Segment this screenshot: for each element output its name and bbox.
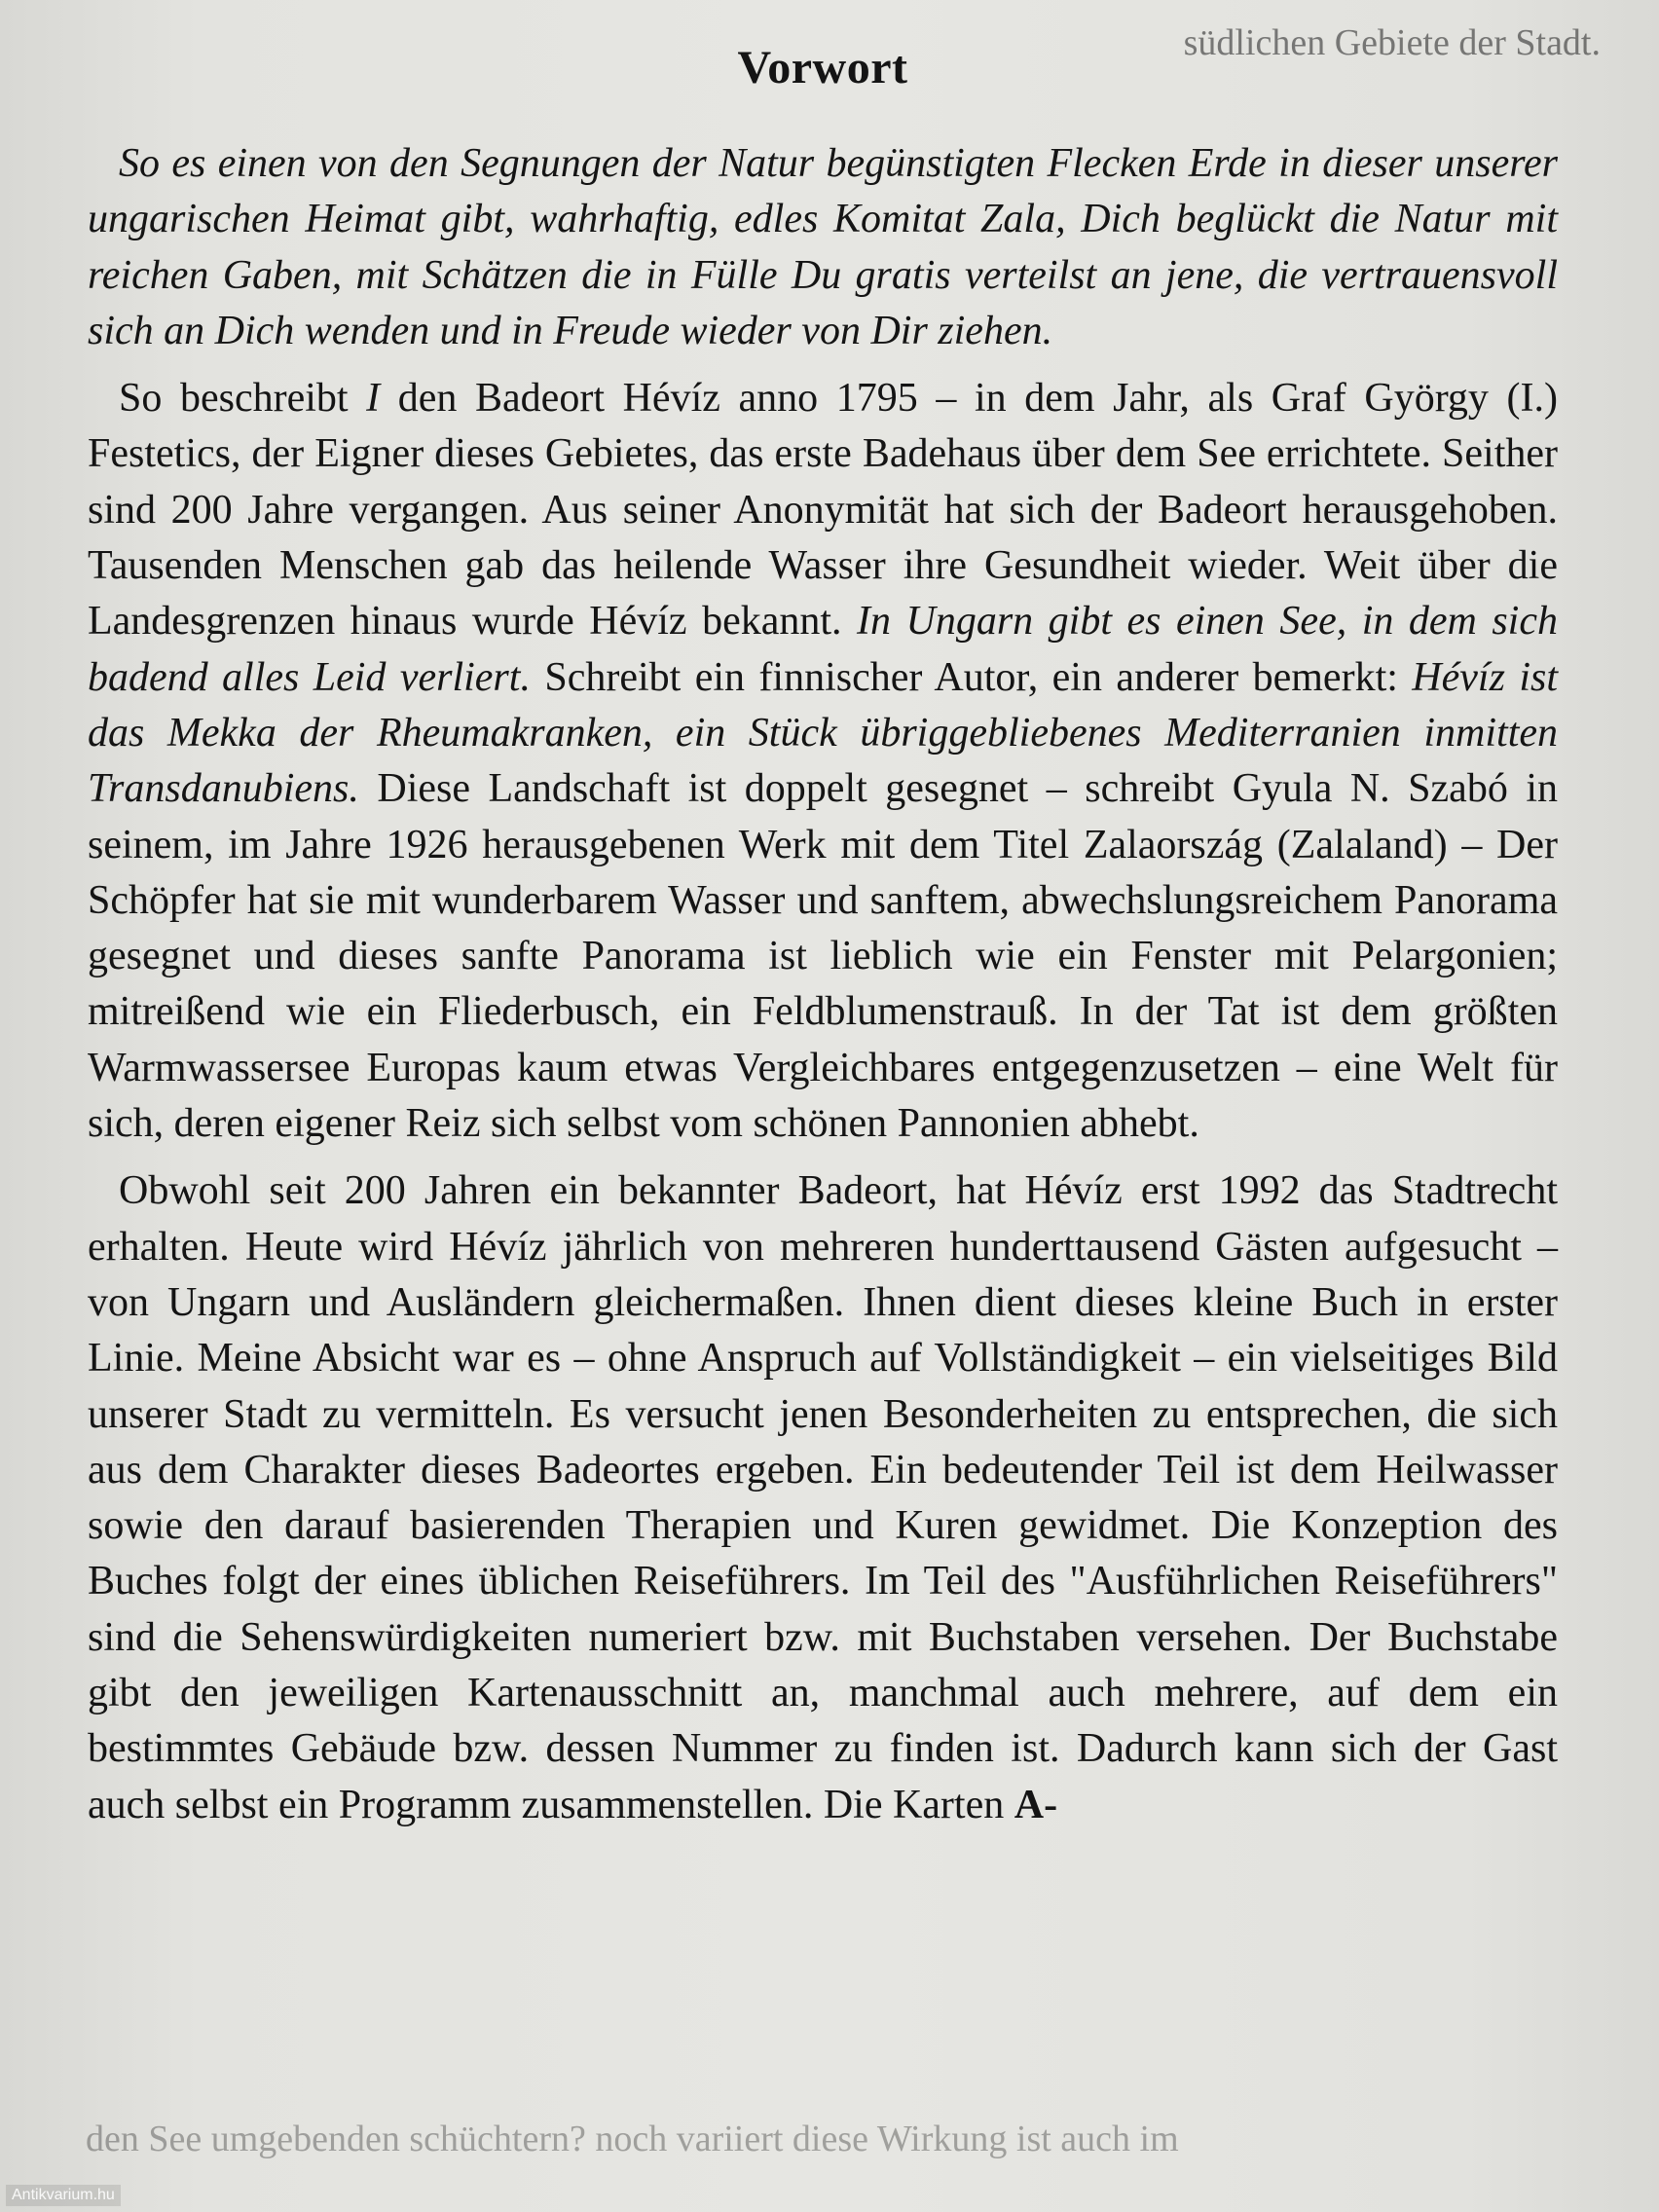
- italic-quote-mekka: Hévíz ist das Mekka der Rheumakranken, ein Stück übriggebliebenes Mediterranien inmitten Transdanubiens.: [88, 654, 1559, 812]
- watermark-logo: Antikvarium.hu: [6, 2185, 121, 2206]
- italic-quote-finnish-author: In Ungarn gibt es einen See, in dem sich badend alles Leid verliert.: [88, 599, 1558, 700]
- text-run: Obwohl seit 200 Jahren ein bekannter Badeort, hat Hévíz erst 1992 das Stadtrecht erhalten. Heute wird Hévíz jährlich von mehreren hunderttausend Gästen aufgesucht – von Ungarn und Ausländern gleichermaßen. Ihnen dient dieses kleine Buch in erster Linie. Meine Absicht war es – ohne Anspruch auf Vollständigkeit – ein vielseitiges Bild unserer Stadt zu vermitteln. Es versucht jenen Besonderheiten zu entsprechen, die sich aus dem Charakter dieses Badeortes ergeben. Ein bedeutender Teil ist dem Heilwasser sowie den darauf basierenden Therapien und Kuren gewidmet. Die Konzeption des Buches folgt der eines üblichen Reiseführers. Im Teil des "Ausführlichen Reiseführers" sind die Sehenswürdigkeiten numeriert bzw. mit Buchstaben versehen. Der Buchstabe gibt den jeweiligen Kartenausschnitt an, manchmal auch mehrere, auf dem ein bestimmtes Gebäude bzw. dessen Nummer zu finden ist. Dadurch kann sich der Gast auch selbst ein Programm zusammenstellen. Die Karten: [88, 1168, 1558, 1827]
- bleed-through-bottom-text: den See umgebenden schüchtern? noch variiert diese Wirkung ist auch im: [86, 2119, 1179, 2159]
- text-run: den Badeort Hévíz anno 1795 – in dem Jahr, als Graf György (I.) Festetics, der Eigner dieses Gebietes, das erste Badehaus über dem See errichtete. Seither sind 200 Jahre vergangen. Aus seiner Anonymität hat sich der Badeort herausgehoben. Tausenden Menschen gab das heilende Wasser ihre Gesundheit wieder. Weit über die Landesgrenzen hinaus wurde Hévíz bekannt.: [88, 376, 1558, 645]
- page-title: Vorwort: [737, 42, 908, 93]
- bold-map-reference: A-: [1014, 1782, 1058, 1827]
- text-run: Schreibt ein finnischer Autor, ein anderer bemerkt:: [530, 654, 1413, 700]
- opening-quote-paragraph: So es einen von den Segnungen der Natur begünstigten Flecken Erde in dieser unserer ungarischen Heimat gibt, wahrhaftig, edles Komitat Zala, Dich beglückt die Natur mit reichen Gaben, mit Schätzen die in Fülle Du gratis verteilst an jene, die vertrauensvoll sich an Dich wenden und in Freude wieder von Dir ziehen.: [88, 141, 1558, 353]
- history-paragraph: [88, 371, 1558, 1152]
- bleed-through-top-text: südlichen Gebiete der Stadt.: [1183, 22, 1601, 63]
- preface-content: [88, 39, 1558, 1833]
- text-run: Diese Landschaft ist doppelt gesegnet – schreibt Gyula N. Szabó in seinem, im Jahre 1926 herausgebenen Werk mit dem Titel Zalaország (Zalaland) – Der Schöpfer hat sie mit wunderbarem Wasser und sanftem, abwechslungsreichem Panorama gesegnet und dieses sanfte Panorama ist lieblich wie ein Fenster mit Pelargonien; mitreißend wie ein Fliederbusch, ein Feldblumenstrauß. In der Tat ist dem größten Warmwassersee Europas kaum etwas Vergleichbares entgegenzusetzen – eine Welt für sich, deren eigener Reiz sich selbst vom schönen Pannonien abhebt.: [88, 766, 1558, 1147]
- book-purpose-paragraph: [88, 1163, 1558, 1833]
- italic-author-initial: I: [366, 376, 381, 422]
- text-run: So beschreibt: [119, 376, 367, 422]
